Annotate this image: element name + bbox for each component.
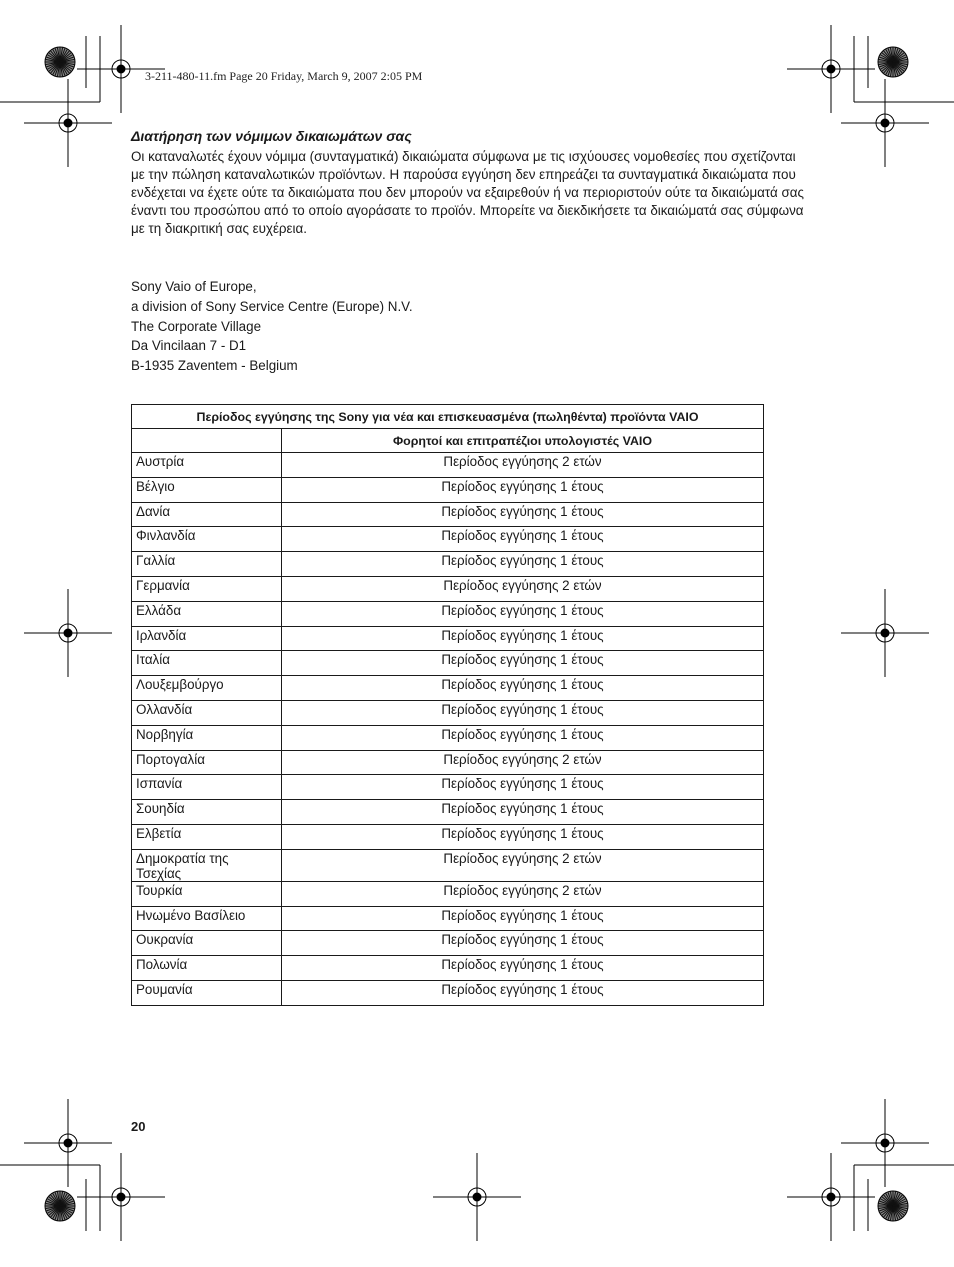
country-cell: Τουρκία (132, 881, 282, 906)
warranty-period-cell: Περίοδος εγγύησης 1 έτους (282, 700, 764, 725)
warranty-period-cell: Περίοδος εγγύησης 1 έτους (282, 725, 764, 750)
address-line: The Corporate Village (131, 318, 262, 334)
warranty-period-cell: Περίοδος εγγύησης 2 ετών (282, 849, 764, 881)
country-cell: Βέλγιο (132, 477, 282, 502)
registration-mark-icon (24, 1099, 112, 1187)
warranty-period-cell: Περίοδος εγγύησης 1 έτους (282, 775, 764, 800)
country-cell: Δανία (132, 502, 282, 527)
color-target-icon (878, 47, 908, 77)
address-line: Da Vincilaan 7 - D1 (131, 338, 247, 354)
country-cell: Πορτογαλία (132, 750, 282, 775)
country-cell: Νορβηγία (132, 725, 282, 750)
country-cell: Γερμανία (132, 576, 282, 601)
table-row (132, 502, 764, 527)
registration-mark-icon (24, 79, 112, 167)
table-body (132, 453, 764, 1006)
table-row (132, 527, 764, 552)
table-row (132, 775, 764, 800)
country-cell: Ηνωμένο Βασίλειο (132, 906, 282, 931)
address-line: Sony Vaio of Europe, (131, 279, 257, 294)
table-row (132, 750, 764, 775)
table-title: Περίοδος εγγύησης της Sony για νέα και επισκευασμένα (πωληθέντα) προϊόντα VAIO (132, 405, 764, 429)
country-cell: Φινλανδία (132, 527, 282, 552)
body-paragraph: Οι καταναλωτές έχουν νόμιμα (συνταγματικά) δικαιώματα σύμφωνα με τις ισχύουσες νομοθεσίες που σχετίζονται με την πώληση καταναλωτικών προϊόντων. Η παρούσα εγγύηση δεν επηρεάζει τα συνταγματικά δικαιώματα που ενδέχεται να έχετε ούτε τα δικαιώματα που δεν μπορούν να εξαιρεθούν ή να περιοριστούν ούτε τα δικαιώματά σας έναντι του προσώπου από το οποίο αγοράσατε το προϊόν. Μπορείτε να διεκδικήσετε τα δικαιώματά σας σύμφωνα με τη διακριτική σας ευχέρεια. (131, 149, 804, 236)
warranty-period-cell: Περίοδος εγγύησης 1 έτους (282, 477, 764, 502)
color-target-icon (878, 1191, 908, 1221)
country-cell: Αυστρία (132, 453, 282, 478)
table-column-header: Φορητοί και επιτραπέζιοι υπολογιστές VAIO (282, 429, 764, 453)
warranty-period-cell: Περίοδος εγγύησης 1 έτους (282, 980, 764, 1005)
warranty-period-cell: Περίοδος εγγύησης 1 έτους (282, 676, 764, 701)
table-row (132, 956, 764, 981)
country-cell: Ισπανία (132, 775, 282, 800)
warranty-period-cell: Περίοδος εγγύησης 1 έτους (282, 824, 764, 849)
table-row (132, 906, 764, 931)
country-cell: Λουξεμβούργο (132, 676, 282, 701)
country-cell: Ελλάδα (132, 601, 282, 626)
country-cell: Ιρλανδία (132, 626, 282, 651)
body-text (131, 148, 811, 238)
warranty-period-cell: Περίοδος εγγύησης 2 ετών (282, 453, 764, 478)
registration-mark-icon (787, 1153, 875, 1241)
country-cell: Δημοκρατία της Τσεχίας (132, 849, 282, 881)
warranty-period-cell: Περίοδος εγγύησης 1 έτους (282, 601, 764, 626)
warranty-period-cell: Περίοδος εγγύησης 2 ετών (282, 576, 764, 601)
registration-mark-icon (24, 589, 112, 677)
table-row (132, 626, 764, 651)
registration-mark-icon (841, 589, 929, 677)
registration-mark-icon (787, 25, 875, 113)
warranty-period-cell: Περίοδος εγγύησης 1 έτους (282, 906, 764, 931)
table-row (132, 700, 764, 725)
warranty-period-cell: Περίοδος εγγύησης 1 έτους (282, 527, 764, 552)
table-row (132, 552, 764, 577)
table-row (132, 824, 764, 849)
warranty-table (131, 404, 764, 1006)
warranty-period-cell: Περίοδος εγγύησης 1 έτους (282, 800, 764, 825)
warranty-period-cell: Περίοδος εγγύησης 1 έτους (282, 931, 764, 956)
table-row (132, 676, 764, 701)
country-cell: Ουκρανία (132, 931, 282, 956)
country-cell: Πολωνία (132, 956, 282, 981)
country-cell: Ελβετία (132, 824, 282, 849)
table-row (132, 651, 764, 676)
page-number: 20 (131, 1119, 146, 1134)
table-row (132, 849, 764, 881)
warranty-period-cell: Περίοδος εγγύησης 1 έτους (282, 552, 764, 577)
table-row (132, 980, 764, 1005)
country-cell: Ολλανδία (132, 700, 282, 725)
warranty-period-cell: Περίοδος εγγύησης 1 έτους (282, 651, 764, 676)
address-block (131, 277, 413, 376)
warranty-period-cell: Περίοδος εγγύησης 1 έτους (282, 956, 764, 981)
warranty-period-cell: Περίοδος εγγύησης 2 ετών (282, 881, 764, 906)
country-cell: Σουηδία (132, 800, 282, 825)
table-row (132, 601, 764, 626)
warranty-period-cell: Περίοδος εγγύησης 2 ετών (282, 750, 764, 775)
table-row (132, 453, 764, 478)
table-row (132, 725, 764, 750)
registration-mark-icon (433, 1153, 521, 1241)
section-title: Διατήρηση των νόμιμων δικαιωμάτων σας (131, 128, 412, 144)
registration-mark-icon (77, 1153, 165, 1241)
file-header: 3-211-480-11.fm Page 20 Friday, March 9, 2007 2:05 PM (145, 69, 423, 83)
table-row (132, 931, 764, 956)
color-target-icon (45, 1191, 75, 1221)
country-cell: Ρουμανία (132, 980, 282, 1005)
table-row (132, 881, 764, 906)
country-cell: Ιταλία (132, 651, 282, 676)
warranty-period-cell: Περίοδος εγγύησης 1 έτους (282, 502, 764, 527)
table-row (132, 477, 764, 502)
warranty-period-cell: Περίοδος εγγύησης 1 έτους (282, 626, 764, 651)
country-cell: Γαλλία (132, 552, 282, 577)
color-target-icon (45, 47, 75, 77)
address-line: a division of Sony Service Centre (Europe) N.V. (131, 298, 413, 314)
table-row (132, 576, 764, 601)
address-line: B-1935 Zaventem - Belgium (131, 358, 298, 374)
table-header-empty (132, 429, 282, 453)
table-row (132, 800, 764, 825)
